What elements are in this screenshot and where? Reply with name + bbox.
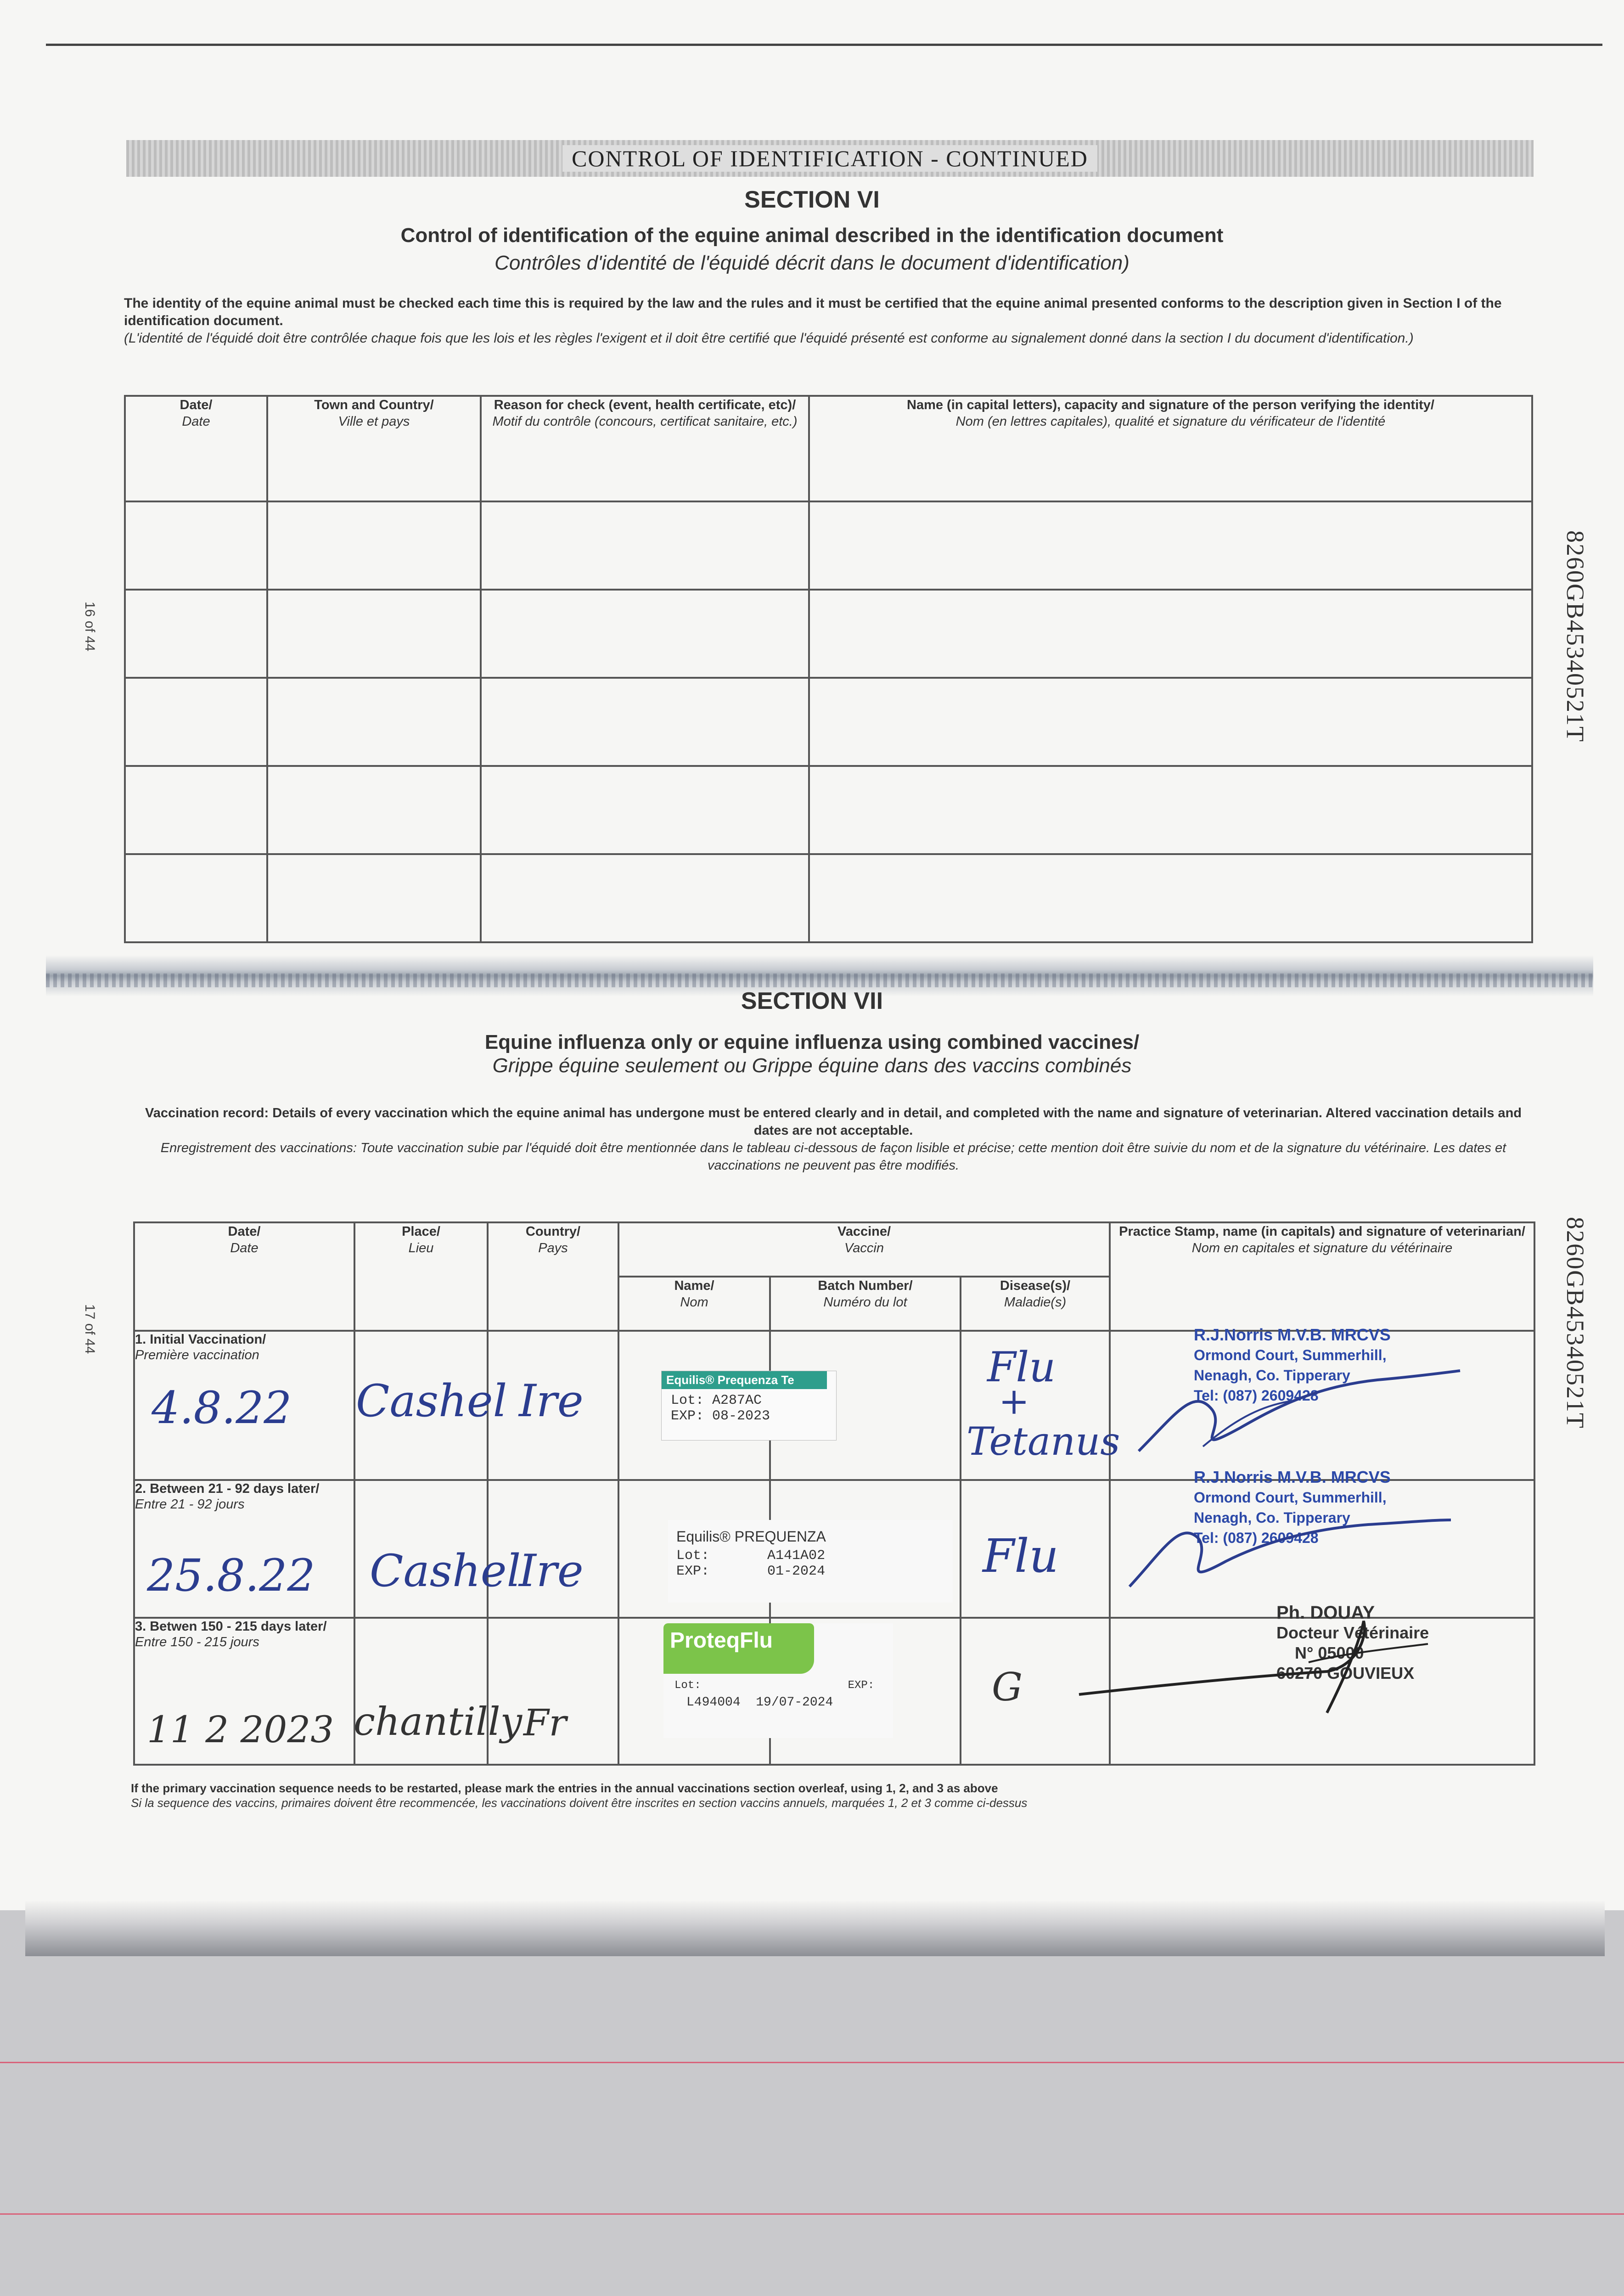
page-number-16: 16 of 44 [82,602,97,652]
row-3-place: chantilly [354,1699,523,1744]
row-2-country: Ire [519,1545,584,1597]
col-vaccine-name: Name/ Nom [618,1277,770,1331]
row-3-vet-stamp: Ph. DOUAY Docteur Vétérinaire N° 05000 60270 GOUVIEUX [1276,1603,1429,1683]
col-batch-number: Batch Number/ Numéro du lot [770,1277,961,1331]
col-country: Country/ Pays [488,1222,618,1331]
row-3-sticker-name: ProteqFlu [663,1623,814,1674]
row-2-disease: Flu [983,1529,1059,1583]
col-date: Date/ Date [134,1222,354,1331]
col-town-country: Town and Country/ Ville et pays [267,396,481,501]
row-1-sticker-lot: Lot: A287AC [671,1393,762,1408]
row-3-vaccine-sticker [663,1623,893,1738]
row-2-date: 25.8.22 [147,1550,315,1601]
row-1-disease-3: Tetanus [967,1419,1120,1464]
section-7-subtitle-fr: Grippe équine seulement ou Grippe équine dans des vaccins combinés [492,1054,1132,1077]
vaccination-table-header-1 [134,1222,1534,1277]
red-rule-2 [0,2213,1624,2215]
col-disease: Disease(s)/ Maladie(s) [961,1277,1110,1331]
row-1-place: Cashel [356,1375,507,1427]
underlying-sheet [0,1910,1624,2296]
row-1-sticker-exp: EXP: 08-2023 [671,1408,770,1424]
passport-number-bottom: 8260GB45340521T [1562,1217,1589,1429]
row-2-vaccine-sticker [668,1520,953,1603]
footer-note-fr: Si la sequence des vaccins, primaires doivent être recommencée, les vaccinations doivent être inscrites en section vaccins annuels, marquées 1, 2 et 3 comme ci-dessus [131,1796,1028,1810]
row-1-signature [1120,1359,1469,1460]
passport-number-top: 8260GB45340521T [1562,530,1589,743]
col-reason: Reason for check (event, health certificate, etc)/ Motif du contrôle (concours, certificat sanitaire, etc.) [481,396,809,501]
col-place: Place/ Lieu [354,1222,488,1331]
row-3-sticker-labels: Lot: EXP: [674,1679,875,1692]
row-3-date: 11 2 2023 [147,1708,334,1751]
footer-note [131,1781,1027,1810]
section-7-intro [138,1104,1529,1174]
row-1-country: Ire [519,1375,584,1427]
identity-check-table [124,395,1533,943]
section-6-subtitle-fr: Contrôles d'identité de l'équidé décrit dans le document d'identification) [495,252,1129,274]
section-6-subtitle-en: Control of identification of the equine animal described in the identification document [400,224,1224,247]
table-row [125,678,1532,766]
page-number-17: 17 of 44 [82,1304,97,1354]
section-6-title: SECTION VI [744,186,880,213]
row-2-sticker-lot: Lot: A141A02 [676,1548,826,1564]
row-1-label: 1. Initial Vaccination/ Première vaccination [134,1331,354,1480]
row-2-vet-stamp: R.J.Norris M.V.B. MRCVS Ormond Court, Summerhill, Nenagh, Co. Tipperary Tel: (087) 2609428 [1194,1468,1391,1546]
top-edge-line [46,44,1602,46]
section-6-intro-fr: (L'identité de l'équidé doit être contrôlée chaque fois que les lois et les règles l'exigent et il doit être certifié que l'équidé présenté est conforme au signalement donné dans la section I du document d'identification.) [124,331,1414,346]
row-1-disease-1: Flu [987,1343,1056,1391]
table-row [125,590,1532,678]
row-1-vet-stamp: R.J.Norris M.V.B. MRCVS Ormond Court, Summerhill, Nenagh, Co. Tipperary Tel: (087) 2609428 [1194,1325,1391,1404]
col-vaccine: Vaccine/ Vaccin [618,1222,1110,1277]
section-7-intro-en: Details of every vaccination which the equine animal has undergone must be entered clearly and in detail, and completed with the name and signature of veterinarian. Altered vaccination details and dates are not acceptable. [272,1106,1522,1138]
row-1-vaccine-sticker [661,1371,837,1441]
table-row [125,766,1532,854]
row-2-sticker-exp: EXP: 01-2024 [676,1564,826,1579]
row-3-country: Fr [523,1701,567,1744]
row-3-sticker-values: L494004 19/07-2024 [686,1695,833,1710]
row-3-disease: G [992,1665,1023,1710]
row-2-place: Cashel [370,1545,521,1597]
vaccination-record-label: Vaccination record: [145,1106,269,1120]
row-3-label: 3. Betwen 150 - 215 days later/ Entre 150 - 215 jours [134,1618,354,1765]
col-date: Date/ Date [125,396,267,501]
section-7-intro-fr: Toute vaccination subie par l'équidé doit être mentionnée dans le tableau ci-dessous de façon lisible et précise; cette mention doit être suivie du nom et de la signature du vétérinaire. Les dates et vaccinations ne peuvent pas être modifiés. [360,1141,1506,1173]
section-6-intro-en: The identity of the equine animal must be checked each time this is required by the law and the rules and it must be certified that the equine animal presented conforms to the description given in Section I of the identification document. [124,296,1502,328]
section-7-subtitle-en: Equine influenza only or equine influenza using combined vaccines/ [484,1031,1140,1053]
section-6-intro [124,295,1520,347]
page-fold-texture [46,974,1593,987]
section-7-title: SECTION VII [741,988,883,1014]
row-1-disease-2: + [999,1380,1030,1423]
footer-note-en: If the primary vaccination sequence needs to be restarted, please mark the entries in the annual vaccinations section overleaf, using 1, 2, and 3 as above [131,1781,998,1795]
row-3-signature [1070,1607,1437,1727]
identity-table-header [125,396,1532,501]
vaccination-record-label-fr: Enregistrement des vaccinations: [160,1141,357,1155]
red-rule-1 [0,2062,1624,2063]
row-1-date: 4.8.22 [152,1382,292,1434]
row-2-signature [1111,1502,1460,1593]
underlying-sheet-edge [25,1901,1605,1956]
col-vet-stamp: Practice Stamp, name (in capitals) and signature of veterinarian/ Nom en capitales et signature du vétérinaire [1110,1222,1534,1331]
row-2-sticker-name: Equilis® PREQUENZA [676,1528,826,1545]
col-verifier: Name (in capital letters), capacity and signature of the person verifying the identity/ Nom (en lettres capitales), qualité et signature du vérificateur de l'identité [809,396,1532,501]
table-row [125,501,1532,590]
table-row [125,854,1532,942]
header-band [126,140,1534,177]
header-band-title: CONTROL OF IDENTIFICATION - CONTINUED [562,145,1097,172]
row-2-label: 2. Between 21 - 92 days later/ Entre 21 - 92 jours [134,1480,354,1618]
row-1-sticker-name: Equilis® Prequenza Te [662,1371,827,1389]
